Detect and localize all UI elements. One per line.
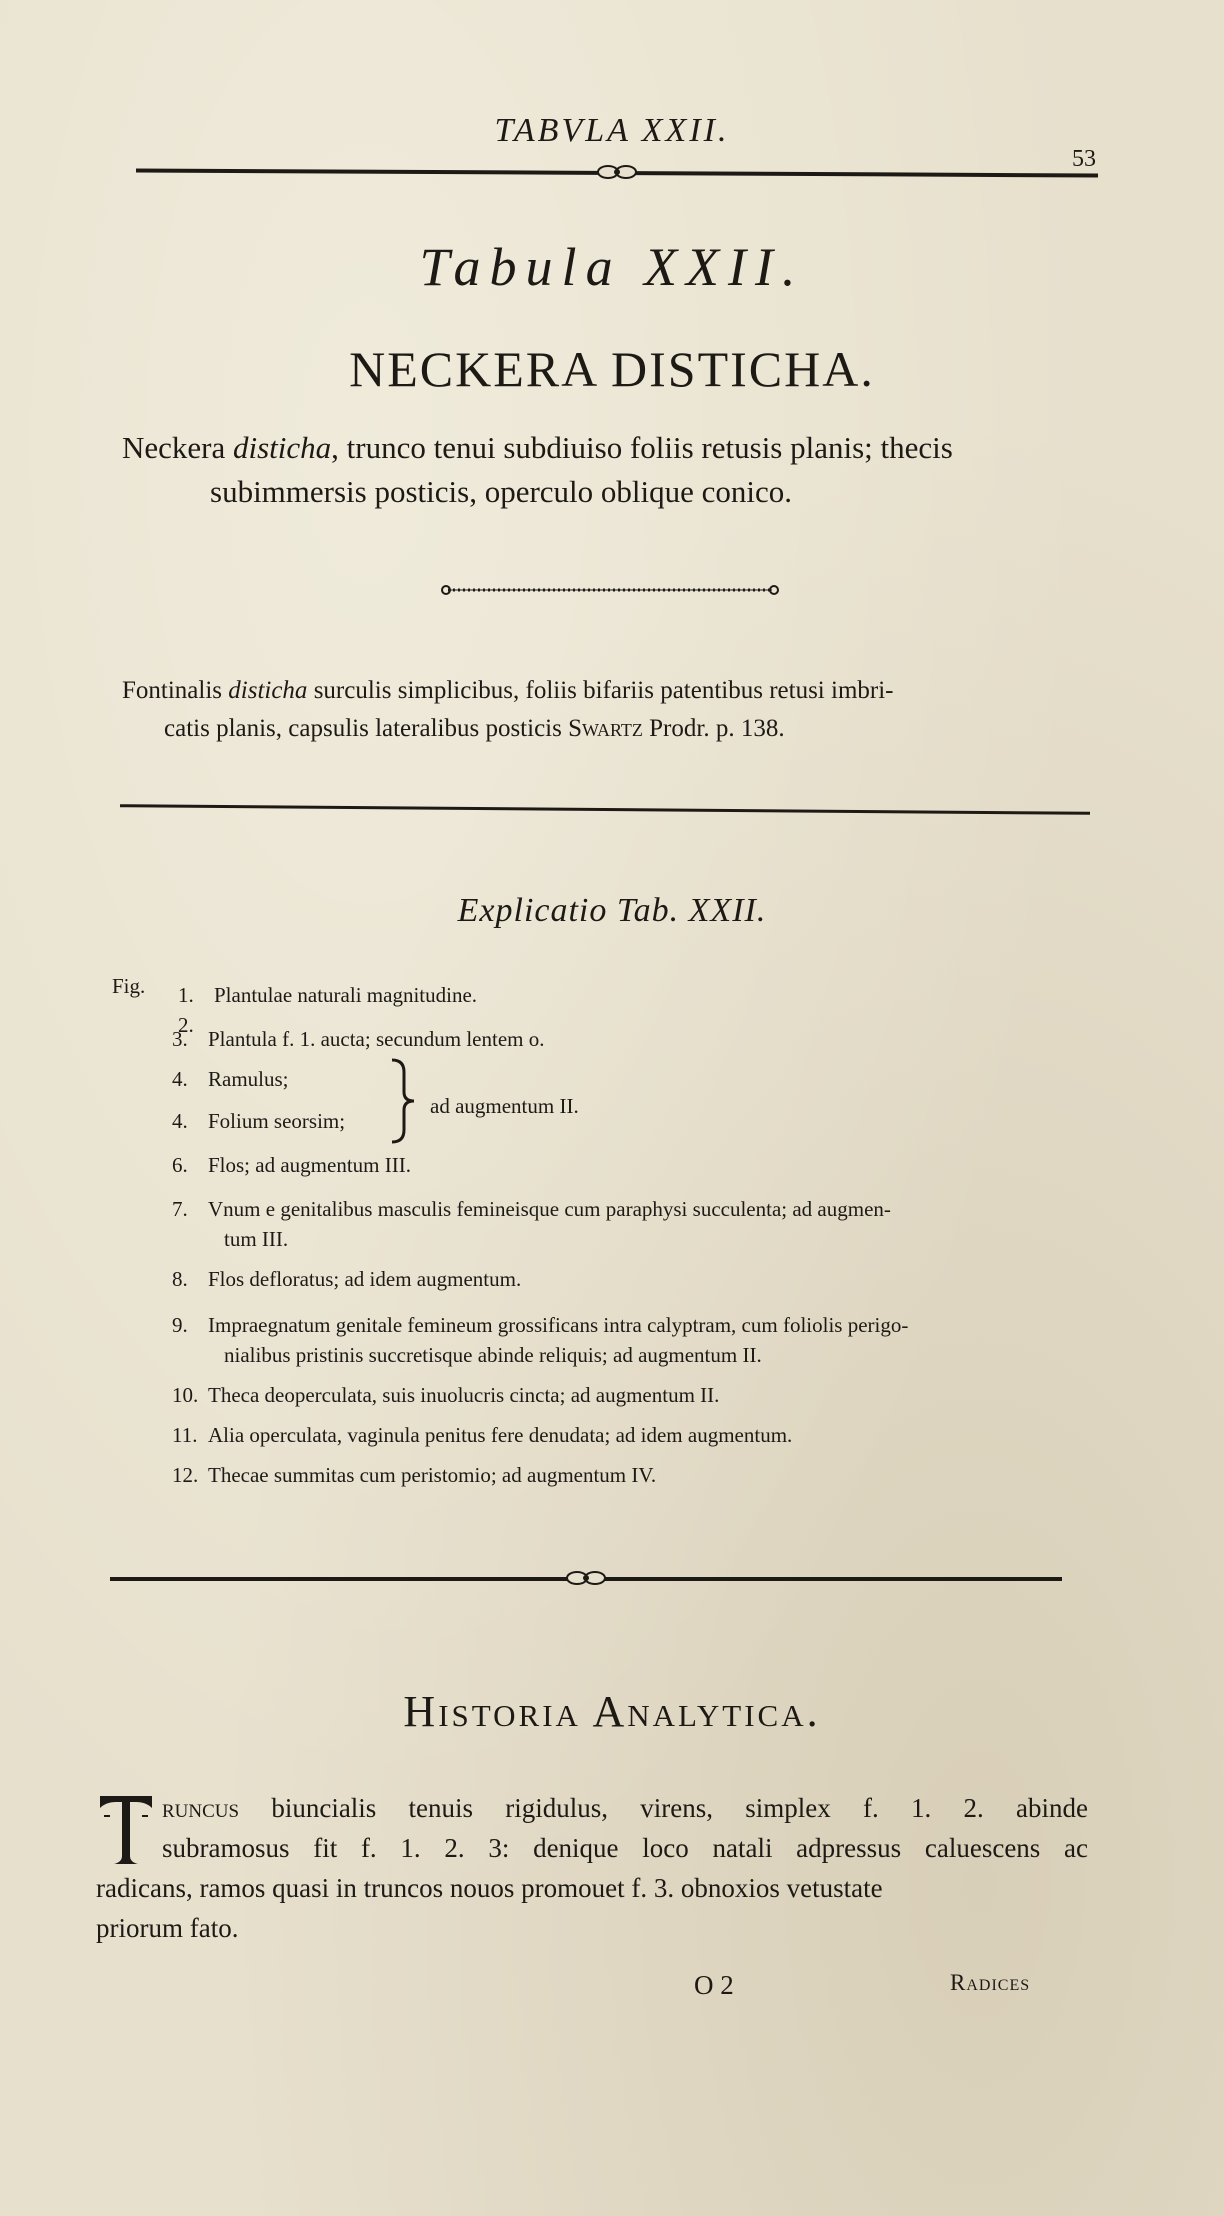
dotted-ornamental-rule (440, 584, 780, 596)
top-ornamental-rule (136, 170, 1098, 176)
section-rule (120, 804, 1090, 815)
fig-label: Fig. (112, 974, 146, 998)
synonym-line2: catis planis, capsulis lateralibus posticis Swartz Prodr. p. 138. (164, 715, 785, 742)
diagnosis-line2: subimmersis posticis, operculo oblique conico. (210, 474, 793, 509)
historia-paragraph (96, 1788, 1088, 1948)
historia-line2: subramosus fit f. 1. 2. 3: denique loco natali adpressus caluescens ac (162, 1833, 1088, 1863)
species-title: NECKERA DISTICHA. (349, 341, 875, 397)
synonym-line1: surculis simplicibus, foliis bifariis patentibus retusi imbri- (307, 677, 894, 704)
signature-mark: O 2 (694, 1970, 734, 2000)
historia-line3: radicans, ramos quasi in truncos nouos promouet f. 3. obnoxios vetustate (96, 1873, 883, 1903)
catchword: Radices (950, 1970, 1031, 1995)
ornament-icon (595, 162, 639, 182)
synonym-citation (122, 672, 1102, 748)
ornament-icon (564, 1568, 608, 1588)
synonym-author: Swartz (568, 715, 643, 742)
page-number: 53 (1072, 146, 1096, 172)
brace-label: ad augmentum II. (430, 1094, 579, 1118)
plate-heading: Tabula XXII. (419, 237, 805, 297)
synonym-epithet: disticha (228, 677, 308, 704)
diagnosis-genus: Neckera (122, 430, 233, 465)
diagnosis-line1: , trunco tenui subdiuiso foliis retusis planis; thecis (331, 430, 953, 465)
explicatio-title: Explicatio Tab. XXII. (457, 892, 767, 929)
running-head: TABVLA XXII. (494, 112, 730, 149)
diagnosis-epithet: disticha (233, 430, 332, 465)
historia-line4: priorum fato. (96, 1913, 239, 1943)
historia-line1: runcus biuncialis tenuis rigidulus, virens, simplex f. 1. 2. abinde (162, 1793, 1088, 1823)
synonym-reference: Prodr. p. 138. (642, 715, 785, 742)
lower-ornamental-rule (110, 1576, 1062, 1582)
synonym-genus: Fontinalis (122, 677, 229, 704)
brace-icon (388, 1058, 418, 1144)
historia-title: Historia Analytica. (403, 1687, 821, 1736)
species-diagnosis (122, 426, 1102, 514)
